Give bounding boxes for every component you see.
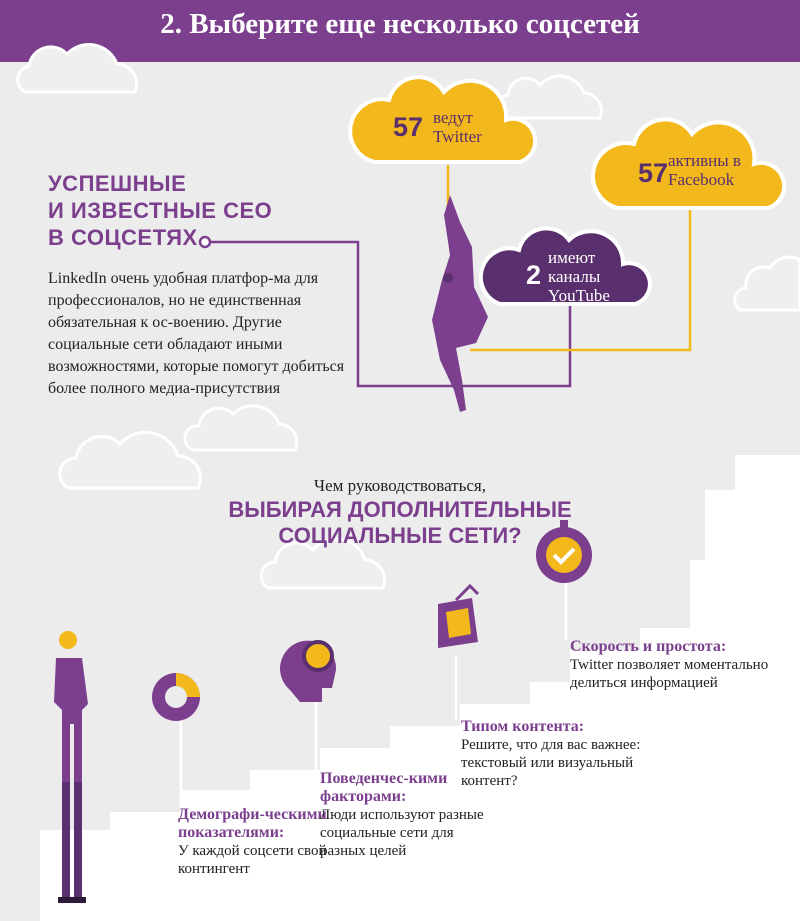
hanging-figure-icon [432, 195, 488, 412]
ceo-heading: УСПЕШНЫЕ И ИЗВЕСТНЫЕ СЕО В СОЦСЕТЯХ [48, 171, 273, 250]
twitter-label: ведут Twitter [433, 108, 482, 146]
step-content-type [461, 718, 641, 790]
step-title: Поведенчес-кими факторами: [320, 770, 448, 805]
step-description: Twitter позволяет моментально делиться информацией [570, 657, 769, 691]
step-title: Скорость и простота: [570, 638, 727, 655]
ceo-body-text: LinkedIn очень удобная платфор-ма для профессионалов, но не единственная обязательная к ос-воению. Другие социальные сети обладают иными возможностями, которые помогут добиться более полного медиа-присутствия [48, 270, 345, 397]
step-speed [570, 638, 770, 692]
step-title: Демографи-ческими показателями: [178, 806, 327, 841]
youtube-count: 2 [526, 260, 542, 290]
content-tag-icon [438, 586, 478, 648]
step-title: Типом контента: [461, 718, 585, 735]
page-title: 2. Выберите еще несколько соцсетей [160, 8, 640, 40]
step-description: У каждой соцсети свой контингент [178, 843, 327, 877]
pie-chart-icon [152, 673, 200, 721]
step-description: Решите, что для вас важнее: текстовый или визуальный контент? [461, 737, 641, 789]
question-intro: Чем руководствоваться, [314, 476, 486, 495]
facebook-count: 57 [638, 158, 669, 188]
question-heading: ВЫБИРАЯ ДОПОЛНИТЕЛЬНЫЕ СОЦИАЛЬНЫЕ СЕТИ? [228, 497, 572, 548]
facebook-label: активны в Facebook [668, 151, 741, 189]
twitter-count: 57 [393, 112, 424, 142]
behavior-magnifier-icon [280, 641, 336, 702]
step-demographics [178, 806, 328, 878]
step-description: Люди используют разные социальные сети для разных целей [320, 807, 484, 859]
youtube-label: имеют каналы YouTube [548, 248, 610, 305]
